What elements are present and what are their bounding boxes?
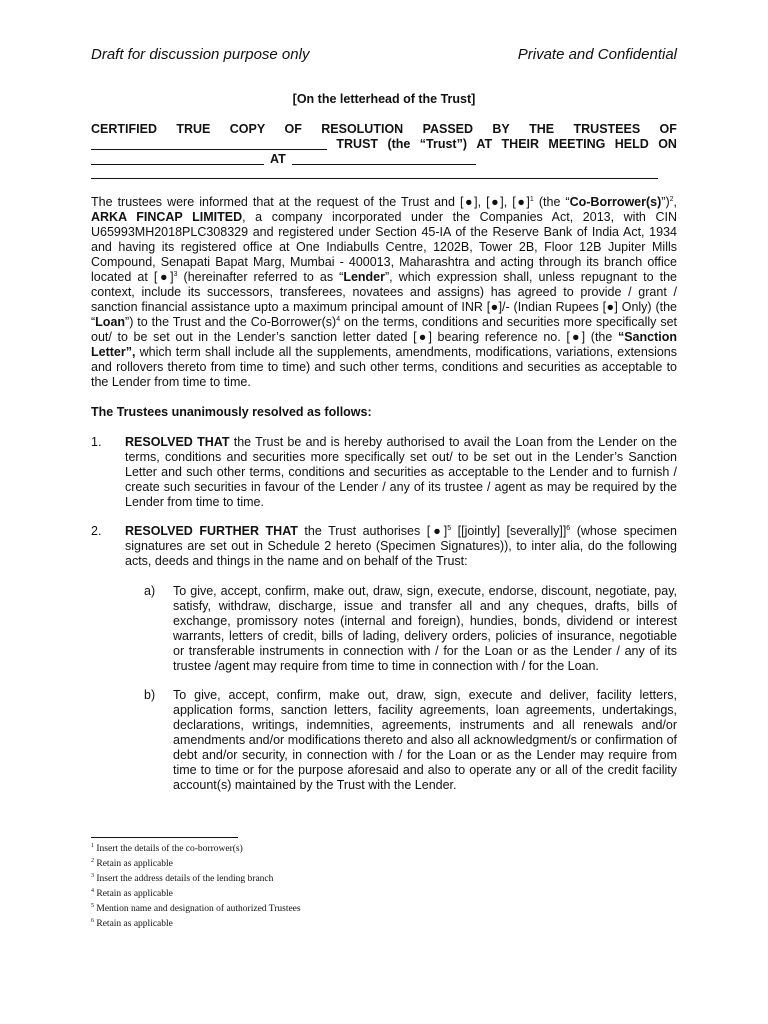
title-word: OF bbox=[659, 122, 677, 136]
footnote-rule bbox=[91, 837, 238, 838]
title-word: OF bbox=[284, 122, 302, 136]
item-text: [[jointly] [severally]] bbox=[451, 524, 567, 538]
resolved-phrase: RESOLVED THAT bbox=[125, 435, 230, 449]
item-number: 2. bbox=[91, 524, 102, 538]
title-word: HELD bbox=[614, 137, 649, 151]
title-word: COPY bbox=[229, 122, 266, 136]
footnote bbox=[91, 842, 677, 857]
title-word: TRUSTEES bbox=[573, 122, 641, 136]
title-word: THE bbox=[529, 122, 555, 136]
draft-notice: Draft for discussion purpose only bbox=[91, 46, 310, 63]
intro-paragraph bbox=[91, 195, 677, 390]
resolved-phrase: RESOLVED FURTHER THAT bbox=[125, 524, 298, 538]
footnote-number: 1 bbox=[91, 843, 94, 849]
footnote bbox=[91, 872, 677, 887]
title-line-2 bbox=[91, 137, 677, 152]
footnote-number: 6 bbox=[91, 918, 94, 924]
sub-item-text: To give, accept, confirm, make out, draw, sign, execute and deliver, facility letters, application forms, sanction letters, facility agreements, loan agreements, undertakings, declarations, writings, indemnities, agreements, instruments and all renewals and/or amendments and/or modifications thereto and also all acknowledgment/s or confirmation of debt and/or security, in connection with / for the Loan or as the Lender may require from time to time or for the purpose aforesaid and also to operate any or all of the credit facility account(s) maintained by the Trust with the Lender. bbox=[173, 688, 677, 792]
footnote bbox=[91, 857, 677, 872]
meeting-place-blank bbox=[292, 152, 476, 165]
title-word: (the bbox=[387, 137, 411, 151]
title-word: ON bbox=[658, 137, 677, 151]
title-separator-line bbox=[91, 178, 658, 179]
defined-term: “Sanction Letter”, bbox=[91, 330, 677, 359]
footnotes bbox=[91, 842, 677, 932]
intro-text: , bbox=[673, 195, 677, 209]
footnote-number: 2 bbox=[91, 858, 94, 864]
footnote-text: Retain as applicable bbox=[94, 889, 173, 899]
sub-item-b bbox=[144, 688, 677, 793]
footnote bbox=[91, 887, 677, 902]
intro-text: ”) to the Trust and the Co-Borrower(s) bbox=[125, 315, 337, 329]
title-word: PASSED bbox=[422, 122, 474, 136]
resolved-heading: The Trustees unanimously resolved as follows: bbox=[91, 405, 372, 419]
title-line-1 bbox=[91, 122, 677, 137]
defined-term: Co-Borrower(s) bbox=[569, 195, 662, 209]
footnote-text: Retain as applicable bbox=[94, 919, 173, 929]
footnote-ref: 5 bbox=[447, 525, 452, 532]
intro-text: (the “ bbox=[533, 195, 570, 209]
footnote-number: 5 bbox=[91, 903, 94, 909]
intro-text: , a company incorporated under the Companies Act, 2013, with CIN U65993MH2018PLC308329 and registered under Section 45-IA of the Reserve Bank of India Act, 1934 and having its registered office at One Indiabulls Centre, 1202B, Tower 2B, Floor 12B Jupiter Mills Compound, Senapati Bapat Marg, Mumbai - 400013, Maharashtra and acting through its branch office located at [●] bbox=[91, 210, 677, 284]
title-word: BY bbox=[492, 122, 510, 136]
title-word: AT bbox=[476, 137, 493, 151]
item-text: the Trust authorises [●] bbox=[297, 524, 448, 538]
confidentiality-notice: Private and Confidential bbox=[517, 46, 677, 63]
footnote-number: 4 bbox=[91, 888, 94, 894]
title-word: TRUST bbox=[336, 137, 379, 151]
sub-item-label: b) bbox=[144, 688, 156, 702]
title-word: “Trust”) bbox=[419, 137, 467, 151]
intro-text: ”, which expression shall, unless repugnant to the context, include its successors, transferees, novatees and assigns) has agreed to provide / grant / sanction financial assistance upto a maximum principal amount of INR [●]/- (Indian Rupees [●] Only) (the “ bbox=[91, 270, 677, 329]
sub-item-a bbox=[144, 584, 677, 674]
title-word: TRUE bbox=[176, 122, 211, 136]
page-header bbox=[91, 46, 677, 66]
intro-text: (hereinafter referred to as “ bbox=[177, 270, 344, 284]
title-word: CERTIFIED bbox=[91, 122, 157, 136]
intro-text: ”) bbox=[661, 195, 670, 209]
footnote-text: Retain as applicable bbox=[94, 859, 173, 869]
letterhead-note: [On the letterhead of the Trust] bbox=[292, 92, 476, 106]
resolution-title bbox=[91, 122, 677, 167]
intro-text: The trustees were informed that at the request of the Trust and [●], [●], [●] bbox=[91, 195, 530, 209]
lender-name: ARKA FINCAP LIMITED bbox=[91, 210, 243, 224]
defined-term: Lender bbox=[343, 270, 386, 284]
title-word: RESOLUTION bbox=[321, 122, 404, 136]
footnote-ref: 2 bbox=[669, 196, 674, 203]
intro-text: on the terms, conditions and securities more specifically set out/ to be set out in the Lender’s sanction letter dated [●] bearing reference no. [●] (the bbox=[91, 315, 677, 344]
sub-item-label: a) bbox=[144, 584, 156, 598]
footnote-ref: 1 bbox=[529, 196, 534, 203]
title-word: MEETING bbox=[548, 137, 606, 151]
meeting-date-blank bbox=[91, 152, 264, 165]
footnote-number: 3 bbox=[91, 873, 94, 879]
title-word: THEIR bbox=[501, 137, 540, 151]
resolution-item-2 bbox=[91, 524, 677, 569]
footnote-text: Insert the address details of the lending branch bbox=[94, 874, 274, 884]
footnote-ref: 3 bbox=[173, 271, 178, 278]
trust-name-blank bbox=[91, 137, 327, 150]
sub-item-text: To give, accept, confirm, make out, draw, sign, execute, endorse, discount, negotiate, pay, satisfy, withdraw, discharge, issue and transfer all and any cheques, drafts, bills of exchange, promissory notes (internal and foreign), hundies, bonds, dividend or interest warrants, letters of credit, bills of lading, delivery orders, policies of insurance, negotiable or transferable instruments in connection with / for the Loan or as the Lender / any of its trustee /agent may require from time to time in connection with / for the Loan. bbox=[173, 584, 677, 673]
intro-text: which term shall include all the supplements, amendments, modifications, variations, extensions and rollovers thereto from time to time) and such other terms, conditions and securities as acceptable to the Lender from time to time. bbox=[91, 345, 677, 389]
footnote bbox=[91, 902, 677, 917]
footnote bbox=[91, 917, 677, 932]
footnote-text: Mention name and designation of authorized Trustees bbox=[94, 904, 301, 914]
item-number: 1. bbox=[91, 435, 102, 449]
footnote-ref: 4 bbox=[336, 316, 341, 323]
title-line-3 bbox=[91, 152, 677, 167]
defined-term: Loan bbox=[95, 315, 126, 329]
item-text: the Trust be and is hereby authorised to avail the Loan from the Lender on the terms, conditions and securities more specifically set out/ to be set out in the Lender’s Sanction Letter and such other terms, conditions and securities as acceptable to the Lender and to furnish / create such securities in favour of the Lender / any of its trustee / agent as may be required by the Lender from time to time. bbox=[125, 435, 677, 509]
footnote-text: Insert the details of the co-borrower(s) bbox=[94, 844, 243, 854]
item-text: (whose specimen signatures are set out in Schedule 2 hereto (Specimen Signatures)), to inter alia, do the following acts, deeds and things in the name and on behalf of the Trust: bbox=[125, 524, 677, 568]
title-word: AT bbox=[270, 152, 286, 166]
footnote-ref: 6 bbox=[566, 525, 571, 532]
resolution-item-1 bbox=[91, 435, 677, 510]
